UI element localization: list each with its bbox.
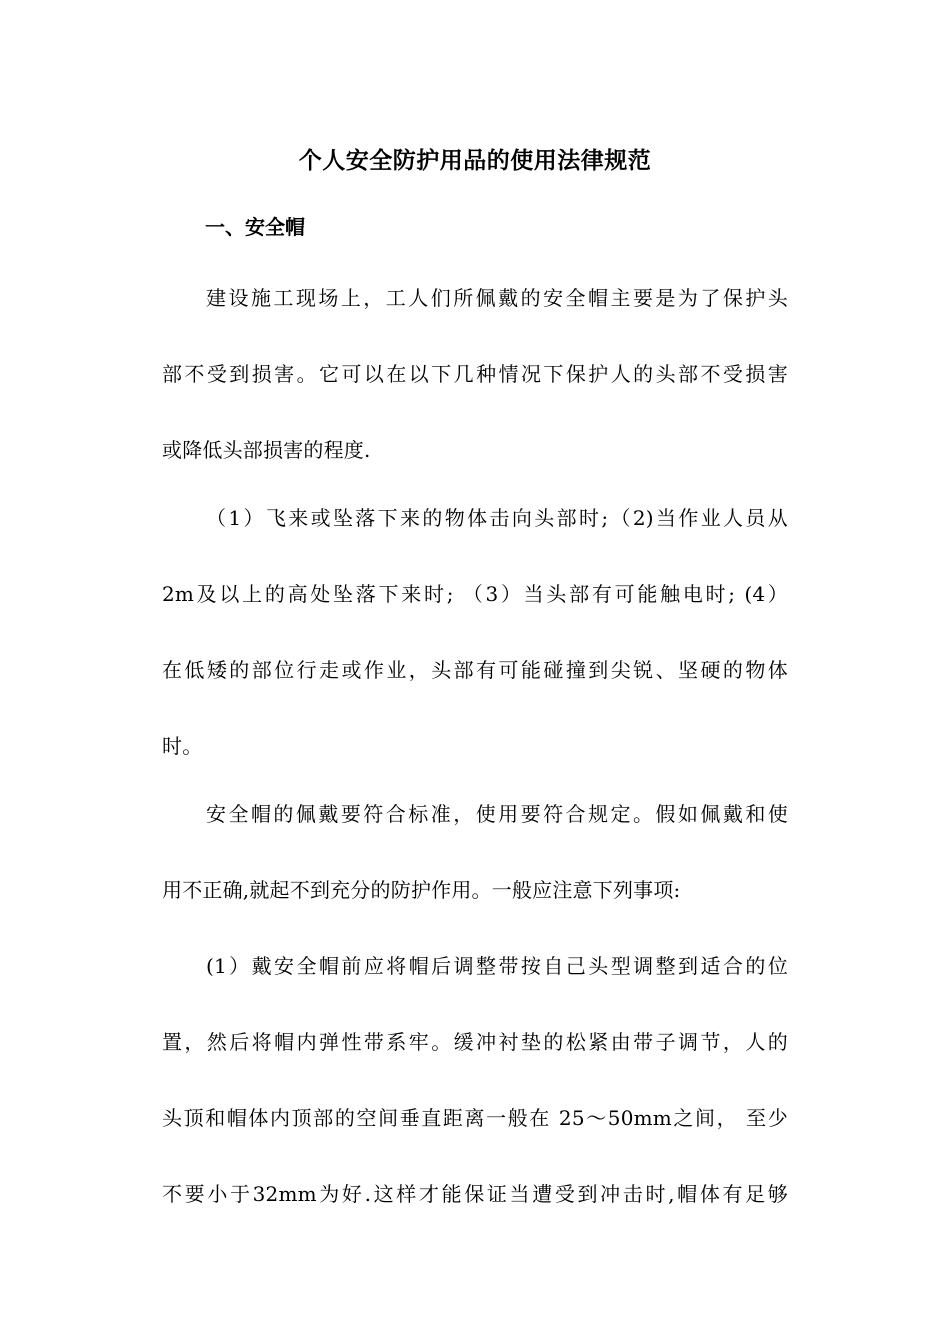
paragraph-1 (162, 260, 788, 488)
paragraph-line: 用不正确,就起不到充分的防护作用。一般应注意下列事项: (162, 878, 681, 902)
paragraph-line: 或降低头部损害的程度. (162, 438, 371, 462)
paragraph-line: （1）飞来或坠落下来的物体击向头部时;（2)当作业人员从 (206, 506, 788, 530)
paragraph-line: 2m及以上的高处坠落下来时; （3）当头部有可能触电时; (4） (162, 582, 788, 606)
paragraph-line: 在低矮的部位行走或作业，头部有可能碰撞到尖锐、坚硬的物体 (162, 658, 788, 682)
paragraph-line: 安全帽的佩戴要符合标准，使用要符合规定。假如佩戴和使 (206, 802, 788, 826)
paragraph-4 (162, 928, 788, 1232)
paragraph-line: 头顶和帽体内顶部的空间垂直距离一般在 25～50mm之间， 至少 (162, 1106, 788, 1130)
paragraph-line: (1）戴安全帽前应将帽后调整带按自己头型调整到适合的位 (206, 954, 788, 978)
paragraph-3 (162, 776, 788, 928)
section-heading: 一、安全帽 (205, 215, 305, 239)
paragraph-line: 部不受到损害。它可以在以下几种情况下保护人的头部不受损害 (162, 362, 788, 386)
paragraph-2 (162, 480, 788, 784)
document-title: 个人安全防护用品的使用法律规范 (298, 148, 652, 174)
paragraph-line: 置，然后将帽内弹性带系牢。缓冲衬垫的松紧由带子调节，人的 (162, 1030, 788, 1054)
paragraph-line: 建设施工现场上，工人们所佩戴的安全帽主要是为了保护头 (206, 286, 788, 310)
paragraph-line: 不要小于32mm为好.这样才能保证当遭受到冲击时,帽体有足够 (162, 1182, 788, 1206)
paragraph-line: 时。 (162, 734, 203, 758)
